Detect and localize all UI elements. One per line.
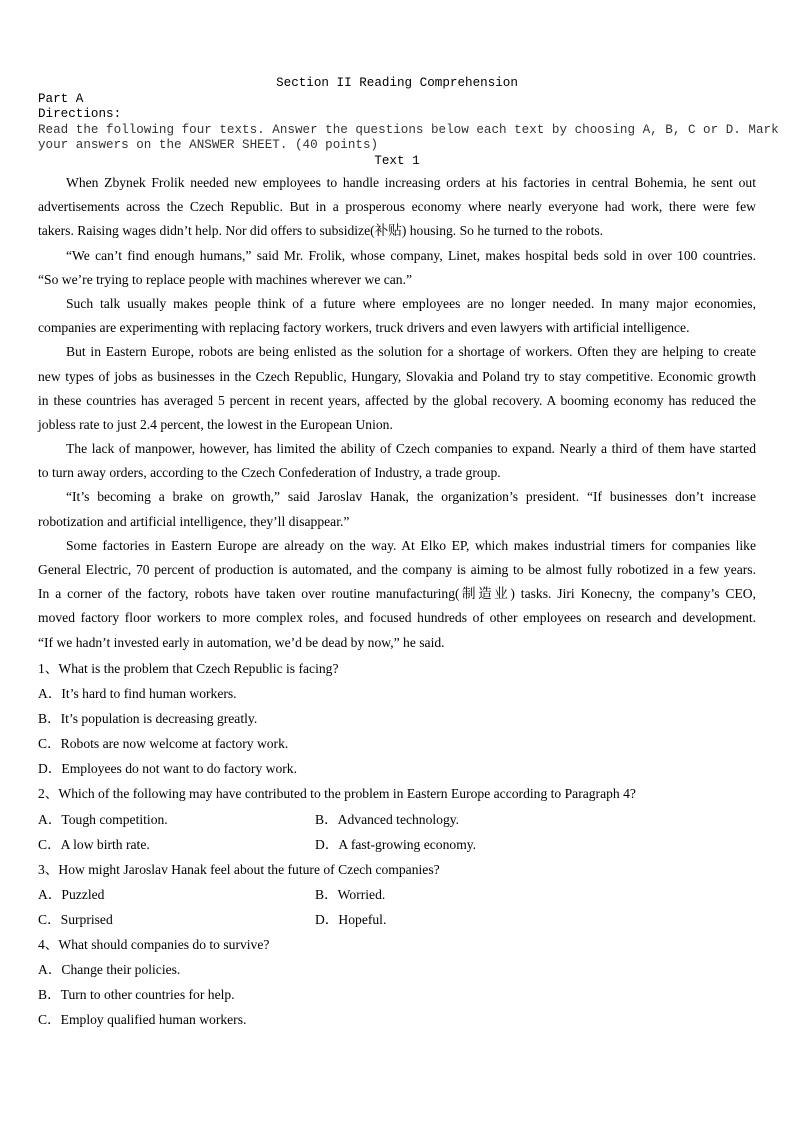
paragraph xyxy=(38,173,756,246)
paragraph-line: to turn away orders, according to the Czech Confederation of Industry, a trade group. xyxy=(38,465,501,481)
paragraph-line: In a corner of the factory, robots have taken over routine manufacturing(制造业) tasks. Jiri Konecny, the company’s CEO, xyxy=(38,586,756,602)
paragraph xyxy=(38,342,756,439)
question-stem: 4、What should companies do to survive? xyxy=(38,937,270,953)
question-stem: 1、What is the problem that Czech Republic is facing? xyxy=(38,661,339,676)
paragraph xyxy=(38,294,756,342)
paragraph-line: The lack of manpower, however, has limited the ability of Czech companies to expand. Nearly a third of them have started xyxy=(66,441,756,457)
question xyxy=(38,860,756,935)
paragraph-line: jobless rate to just 2.4 percent, the lowest in the European Union. xyxy=(38,416,393,432)
answer-option: C．A low birth rate. xyxy=(38,836,150,852)
directions-text-line: your answers on the ANSWER SHEET. (40 points) xyxy=(38,138,379,152)
answer-option: D．A fast-growing economy. xyxy=(315,836,477,852)
question xyxy=(38,935,756,1035)
paragraph-line: in these countries has averaged 5 percent in recent years, affected by the global recovery. A booming economy has reduced the xyxy=(38,392,756,408)
paragraph-line: Such talk usually makes people think of a future where employees are no longer needed. In many major economies, xyxy=(66,295,756,311)
paragraph-line: “It’s becoming a brake on growth,” said Jaroslav Hanak, the organization’s president. “If businesses don’t increase xyxy=(66,489,756,505)
question xyxy=(38,784,756,859)
paragraph xyxy=(38,246,756,294)
passage xyxy=(38,173,756,657)
answer-option: A．Change their policies. xyxy=(38,962,181,978)
answer-option: A．Tough competition. xyxy=(38,811,168,827)
paragraph-line: moved factory floor workers to more complex roles, and focused hundreds of other employees on research and development. xyxy=(38,610,756,626)
paragraph-line: new types of jobs as businesses in the Czech Republic, Hungary, Slovakia and Poland try to stay competitive. Economic growth xyxy=(38,368,756,384)
answer-option: C．Surprised xyxy=(38,911,113,927)
option-row xyxy=(38,885,756,910)
paragraph-line: “If we hadn’t invested early in automation, we’d be dead by now,” he said. xyxy=(38,634,445,650)
paragraph xyxy=(38,487,756,535)
paragraph-line: “We can’t find enough humans,” said Mr. Frolik, whose company, Linet, makes hospital beds sold in over 100 countries. xyxy=(66,247,756,263)
answer-option: C．Employ qualified human workers. xyxy=(38,1012,247,1028)
paragraph-line: When Zbynek Frolik needed new employees to handle increasing orders at his factories in central Bohemia, he sent out xyxy=(66,175,756,190)
directions-text-line: Read the following four texts. Answer the questions below each text by choosing A, B, C or D. Mark xyxy=(38,122,779,137)
directions-label: Directions: xyxy=(38,107,122,121)
answer-option: B．Advanced technology. xyxy=(315,811,460,827)
question xyxy=(38,659,756,784)
paragraph xyxy=(38,439,756,487)
section-title: Section II Reading Comprehension xyxy=(276,76,518,90)
question-stem: 2、Which of the following may have contributed to the problem in Eastern Europe according to Paragraph 4? xyxy=(38,786,636,802)
answer-option: B．It’s population is decreasing greatly. xyxy=(38,711,258,727)
paragraph-line: companies are experimenting with replacing factory workers, truck drivers and even lawyers with artificial intelligence. xyxy=(38,320,690,336)
answer-option: D．Employees do not want to do factory work. xyxy=(38,761,297,777)
questions xyxy=(38,659,756,1035)
option-row xyxy=(38,910,756,935)
text-title: Text 1 xyxy=(374,153,420,168)
answer-option: A．It’s hard to find human workers. xyxy=(38,686,237,702)
answer-option: B．Turn to other countries for help. xyxy=(38,987,235,1003)
paragraph-line: General Electric, 70 percent of production is automated, and the company is aiming to be almost fully robotized in a few years. xyxy=(38,562,756,577)
option-row xyxy=(38,810,756,835)
paragraph xyxy=(38,536,756,657)
question-stem: 3、How might Jaroslav Hanak feel about the future of Czech companies? xyxy=(38,861,440,877)
paragraph-line: But in Eastern Europe, robots are being enlisted as the solution for a shortage of workers. Often they are helping to create xyxy=(66,344,756,360)
answer-option: B．Worried. xyxy=(315,886,386,902)
option-row xyxy=(38,835,756,860)
paragraph-line: “So we’re trying to replace people with machines wherever we can.” xyxy=(38,271,413,287)
answer-option: A．Puzzled xyxy=(38,886,105,902)
answer-option: C．Robots are now welcome at factory work. xyxy=(38,736,289,752)
answer-option: D．Hopeful. xyxy=(315,911,387,927)
paragraph-line: takers. Raising wages didn’t help. Nor did offers to subsidize(补贴) housing. So he turned to the robots. xyxy=(38,223,604,239)
paragraph-line: advertisements across the Czech Republic. But in a prosperous economy where nearly everyone had work, there were few xyxy=(38,199,756,215)
document-header xyxy=(38,76,779,169)
paragraph-line: robotization and artificial intelligence, they’ll disappear.” xyxy=(38,513,350,529)
paragraph-line: Some factories in Eastern Europe are already on the way. At Elko EP, which makes industrial timers for companies like xyxy=(66,537,756,553)
part-label: Part A xyxy=(38,91,84,106)
